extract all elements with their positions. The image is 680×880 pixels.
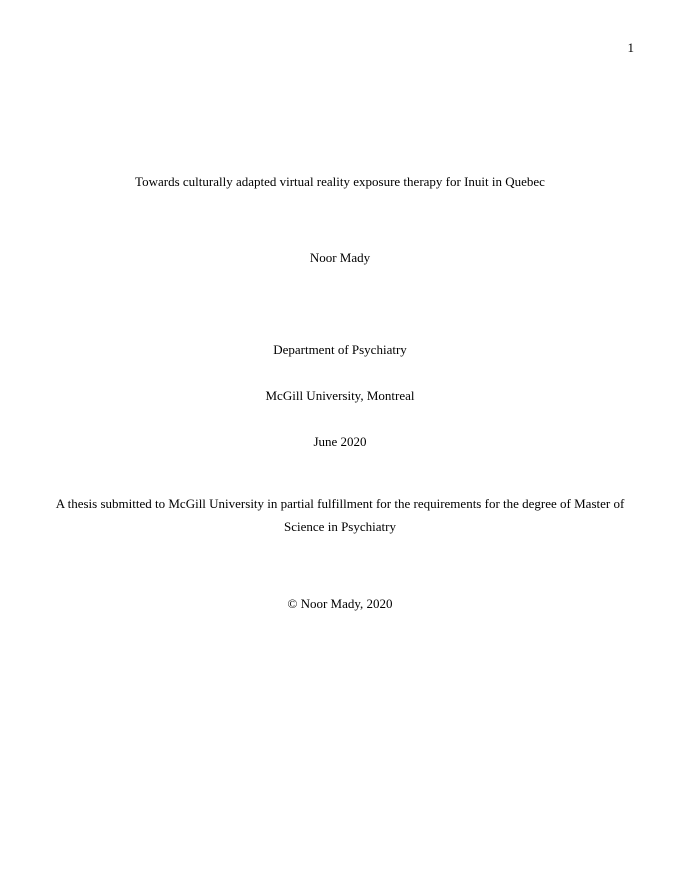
copyright-notice: © Noor Mady, 2020 xyxy=(287,596,393,611)
author-name: Noor Mady xyxy=(309,250,371,265)
submission-date: June 2020 xyxy=(313,434,367,449)
university-name: McGill University, Montreal xyxy=(265,388,415,403)
thesis-title: Towards culturally adapted virtual reality exposure therapy for Inuit in Quebec xyxy=(135,174,545,189)
page-number: 1 xyxy=(627,40,634,55)
department-name: Department of Psychiatry xyxy=(273,342,407,357)
thesis-statement: A thesis submitted to McGill University in partial fulfillment for the requirements for the degree of Master of Science in Psychiatry xyxy=(55,496,625,534)
